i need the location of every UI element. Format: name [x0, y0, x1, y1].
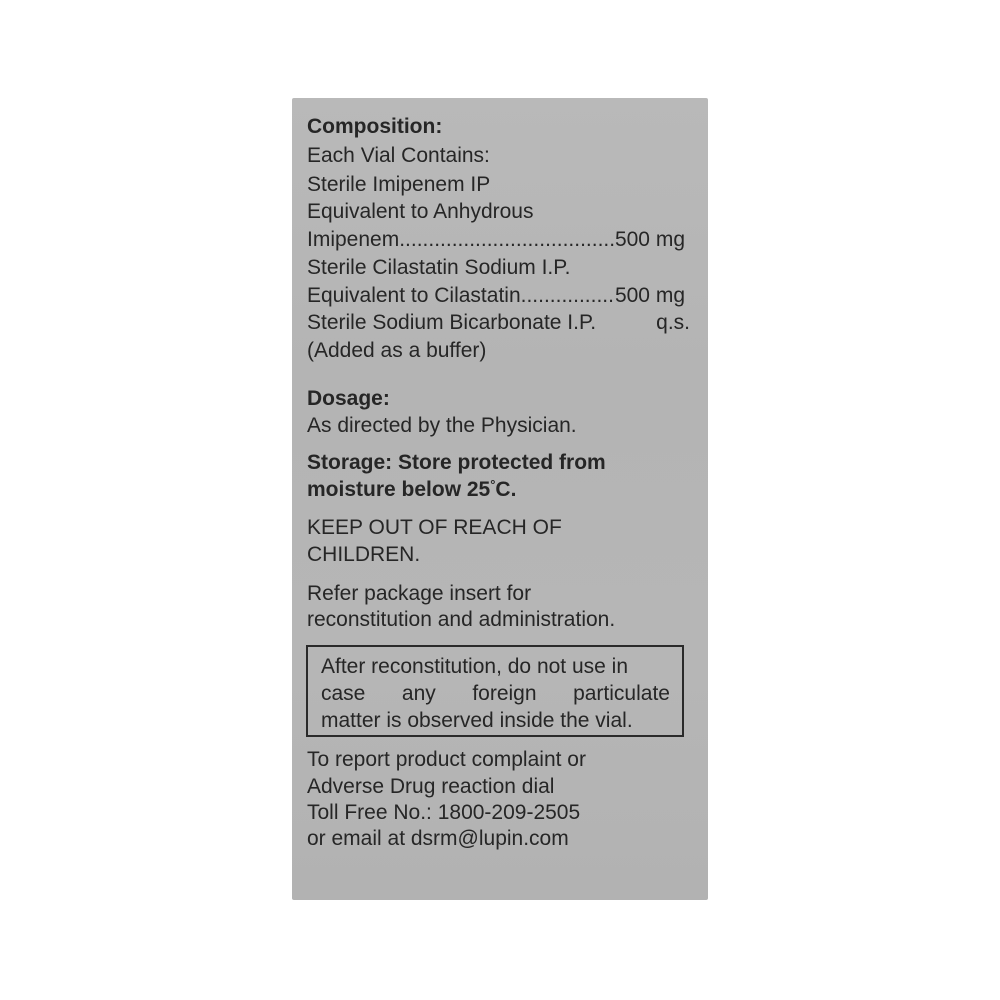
contact-line-1: To report product complaint or: [307, 748, 586, 771]
warning-line-2: CHILDREN.: [307, 543, 421, 566]
buffer-note: (Added as a buffer): [307, 339, 487, 362]
bicarbonate-amount: q.s.: [656, 311, 690, 334]
each-vial-text: Each Vial Contains:: [307, 144, 490, 167]
insert-line-1: Refer package insert for: [307, 582, 532, 605]
dot-leader: [399, 227, 615, 253]
vial-label-back-panel: [292, 98, 708, 900]
imipenem-amount: 500 mg: [614, 228, 685, 251]
contact-email: or email at dsrm@lupin.com: [307, 827, 569, 850]
dosage-text: As directed by the Physician.: [307, 414, 577, 437]
cilastatin-line: Sterile Cilastatin Sodium I.P.: [307, 256, 571, 279]
toll-free-number: Toll Free No.: 1800-209-2505: [307, 801, 581, 824]
notice-line-1: After reconstitution, do not use in: [321, 655, 629, 678]
notice-word: case: [321, 682, 366, 705]
composition-heading: Composition:: [307, 115, 443, 138]
storage-unit: C.: [495, 478, 517, 501]
contact-line-2: Adverse Drug reaction dial: [307, 775, 555, 798]
bicarbonate-row: [307, 310, 690, 336]
notice-word: any: [401, 682, 436, 705]
equivalent-cilastatin: Equivalent to Cilastatin: [307, 284, 521, 307]
reconstitution-notice-box: [306, 645, 684, 737]
dosage-heading: Dosage:: [307, 387, 390, 410]
insert-line-2: reconstitution and administration.: [307, 608, 616, 631]
notice-word: particulate: [573, 682, 670, 705]
storage-line-2: [307, 477, 516, 505]
degree-symbol: °: [490, 477, 496, 492]
imipenem-line: Sterile Imipenem IP: [307, 173, 491, 196]
notice-line-2: [321, 680, 670, 707]
notice-word: foreign: [472, 682, 537, 705]
imipenem-amount-row: [307, 227, 685, 253]
warning-line-1: KEEP OUT OF REACH OF: [307, 516, 562, 539]
storage-text: moisture below 25: [307, 478, 491, 501]
cilastatin-amount-row: [307, 283, 685, 309]
imipenem-name: Imipenem: [307, 228, 400, 251]
equivalent-anhydrous-line: Equivalent to Anhydrous: [307, 200, 534, 223]
storage-line-1: Storage: Store protected from: [307, 451, 606, 474]
bicarbonate-line: Sterile Sodium Bicarbonate I.P.: [307, 311, 597, 334]
notice-line-3: matter is observed inside the vial.: [321, 709, 633, 732]
cilastatin-amount: 500 mg: [614, 284, 685, 307]
dot-leader: [521, 283, 615, 309]
